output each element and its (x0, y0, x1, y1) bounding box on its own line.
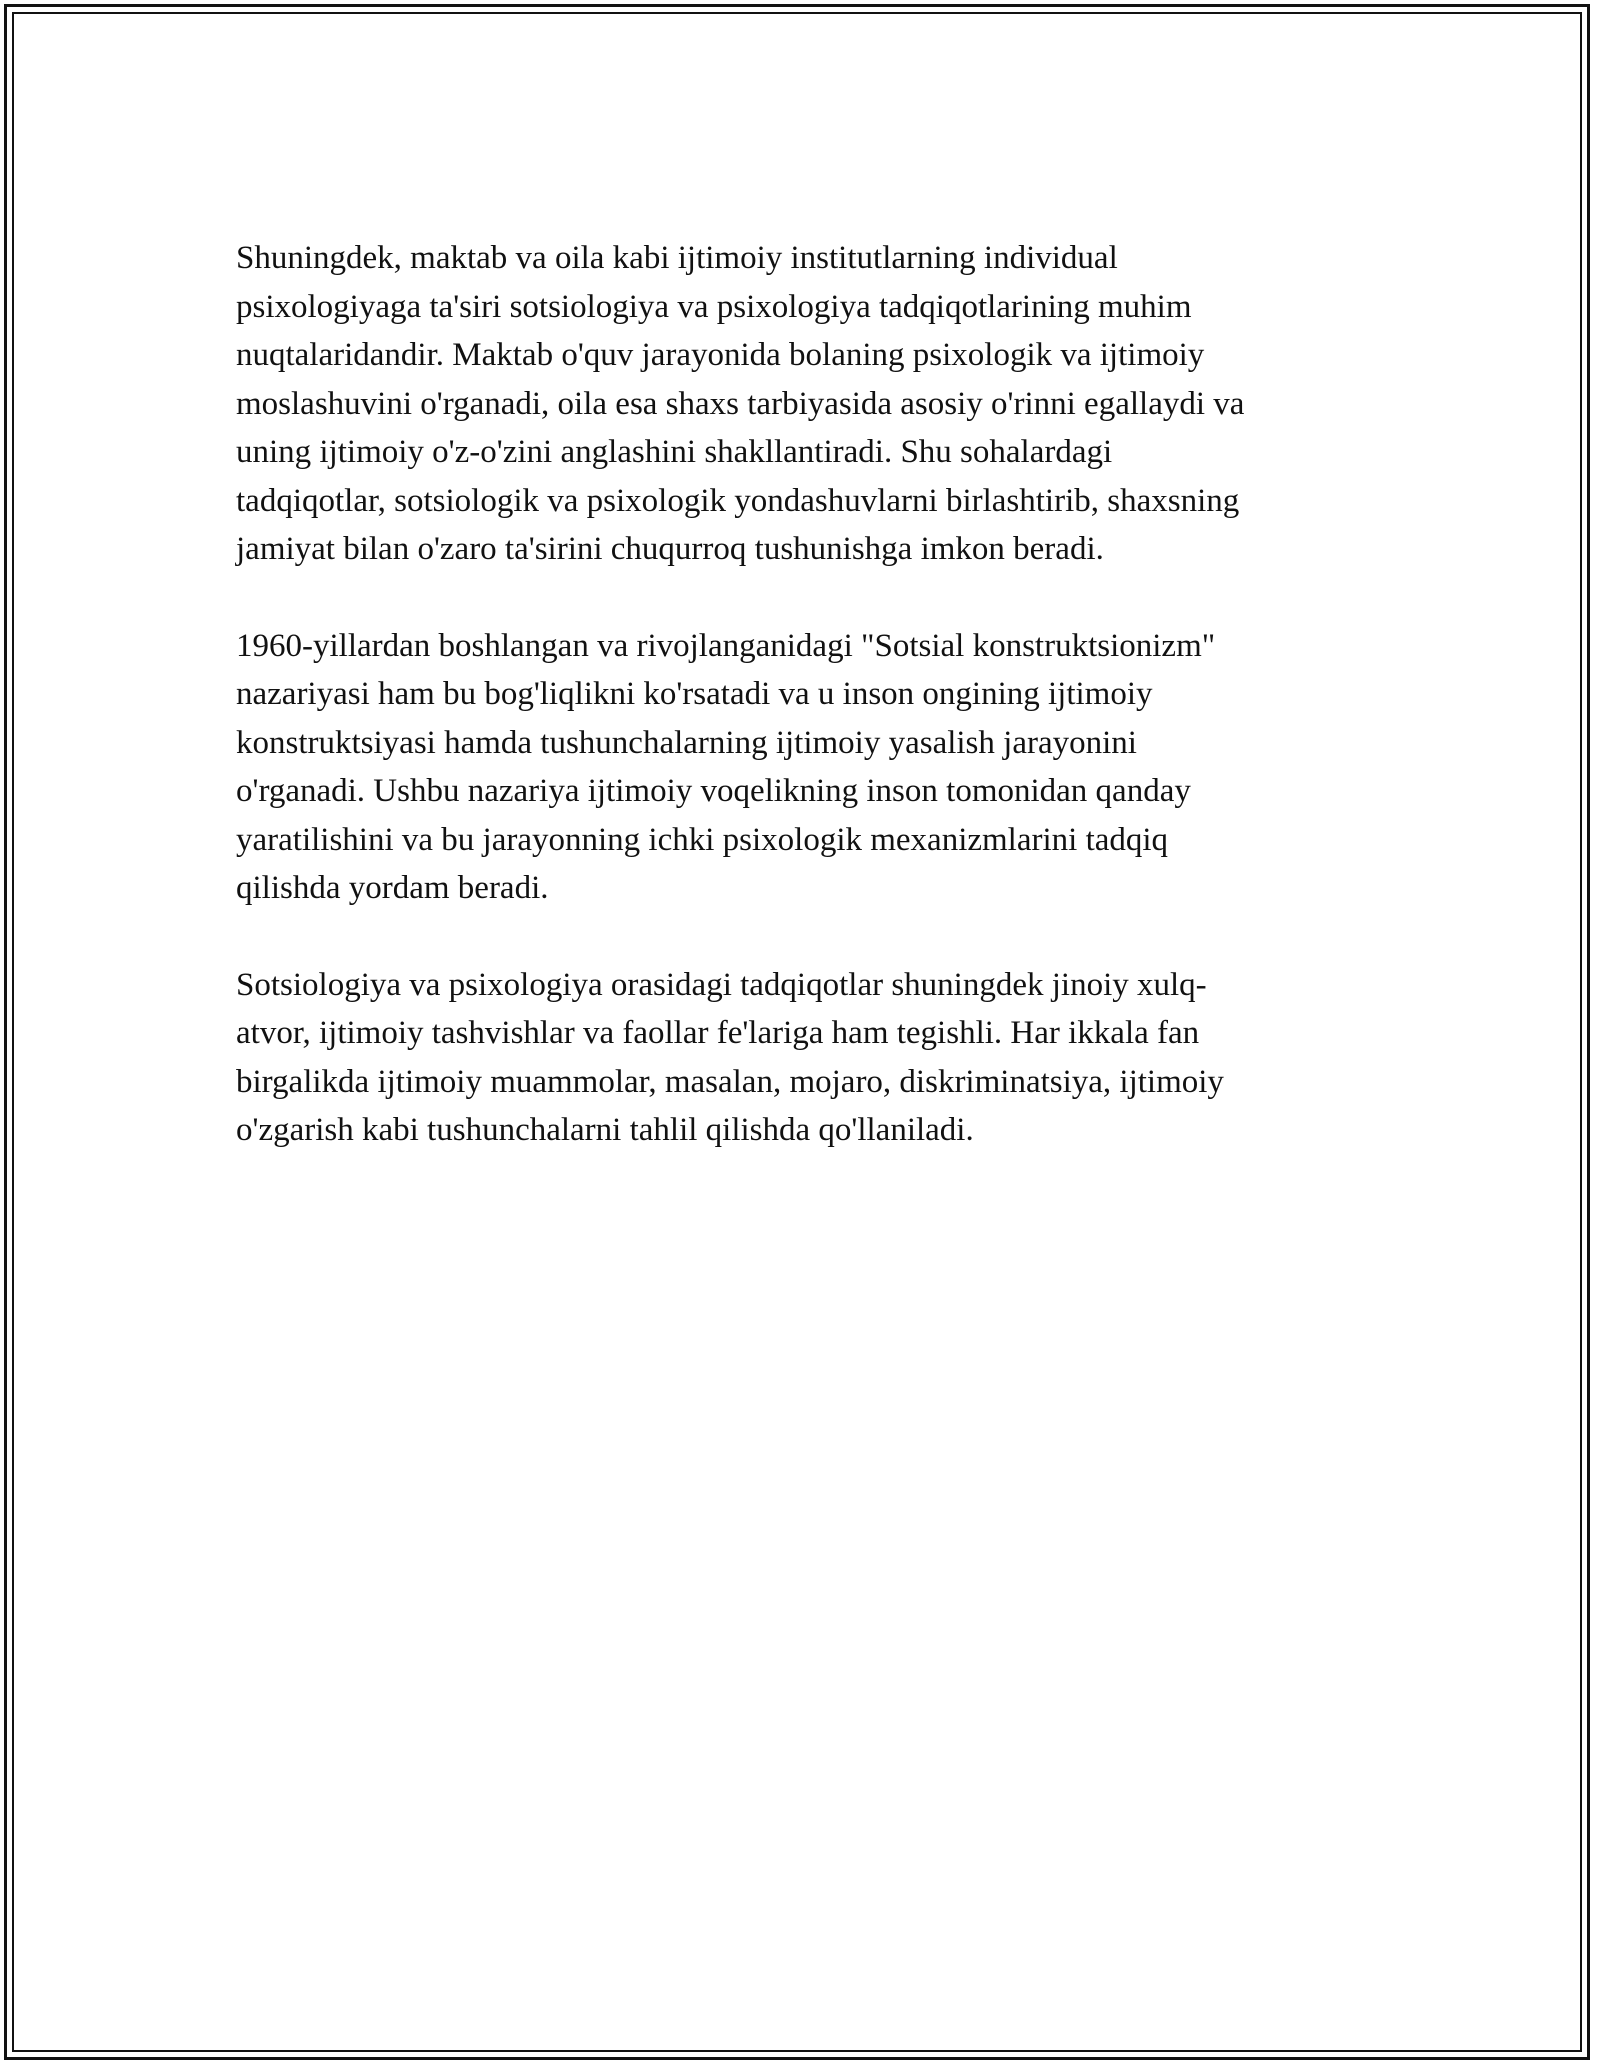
document-body (236, 234, 1366, 1203)
paragraph-3: Sotsiologiya va psixologiya orasidagi tadqiqotlar shuningdek jinoiy xulq- atvor, ijtimoiy tashvishlar va faollar fe'lariga ham tegishli. Har ikkala fan birgalikda ijtimoiy muammolar, masalan, mojaro, diskriminatsiya, ijtimoiy o'zgarish kabi tushunchalarni tahlil qilishda qo'llaniladi. (236, 966, 1224, 1148)
paragraph-2: 1960-yillardan boshlangan va rivojlanganidagi "Sotsial konstruktsionizm" nazariyasi ham bu bog'liqlikni ko'rsatadi va u inson ongining ijtimoiy konstruktsiyasi hamda tushunchalarning ijtimoiy yasalish jarayonini o'rganadi. Ushbu nazariya ijtimoiy voqelikning inson tomonidan qanday yaratilishini va bu jarayonning ichki psixologik mexanizmlarini tadqiq qilishda yordam beradi. (236, 627, 1216, 906)
paragraph-1: Shuningdek, maktab va oila kabi ijtimoiy institutlarning individual psixologiyaga ta'siri sotsiologiya va psixologiya tadqiqotlarining muhim nuqtalaridandir. Maktab o'quv jarayonida bolaning psixologik va ijtimoiy moslashuvini o'rganadi, oila esa shaxs tarbiyasida asosiy o'rinni egallaydi va uning ijtimoiy o'z-o'zini anglashini shakllantiradi. Shu sohalardagi tadqiqotlar, sotsiologik va psixologik yondashuvlarni birlashtirib, shaxsning jamiyat bilan o'zaro ta'sirini chuqurroq tushunishga imkon beradi. (236, 240, 1245, 567)
